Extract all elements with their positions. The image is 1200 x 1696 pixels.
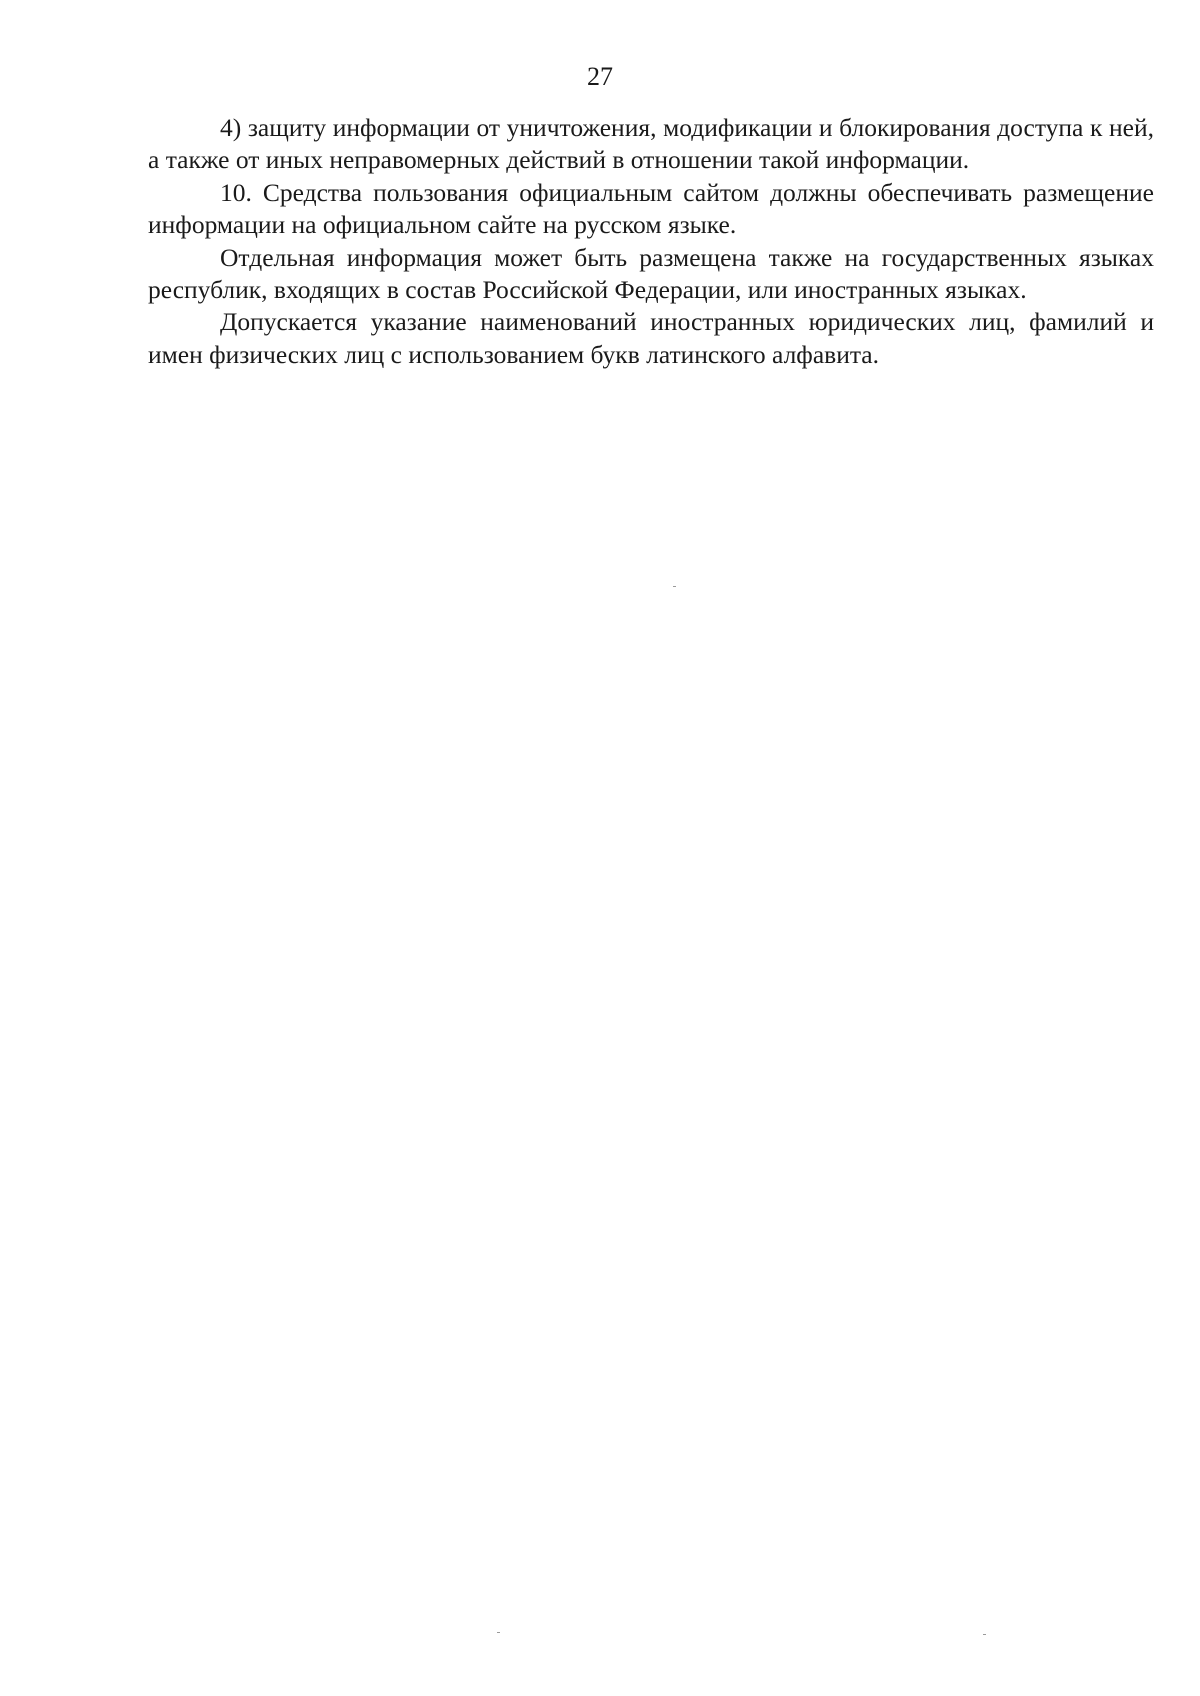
paragraph-latin-alphabet: Допускается указание наименований иностранных юридических лиц, фамилий и имен физических лиц с использованием букв латинского алфавита. bbox=[148, 307, 1154, 369]
paragraph-clause-10: 10. Средства пользования официальным сайтом должны обеспечивать размещение информации на официальном сайте на русском языке. bbox=[148, 177, 1154, 240]
scan-speck bbox=[673, 586, 676, 587]
paragraph-item-4-protection: 4) защиту информации от уничтожения, модификации и блокирования доступа к ней, а также от иных неправомерных действий в отношении такой информации. bbox=[148, 113, 1154, 175]
paragraph-state-languages: Отдельная информация может быть размещена также на государственных языках республик, входящих в состав Российской Федерации, или иностранных языках. bbox=[148, 242, 1154, 305]
page-number: 27 bbox=[587, 62, 613, 91]
scan-speck bbox=[497, 1632, 500, 1633]
document-body bbox=[148, 112, 1154, 371]
scan-speck bbox=[983, 1634, 986, 1635]
